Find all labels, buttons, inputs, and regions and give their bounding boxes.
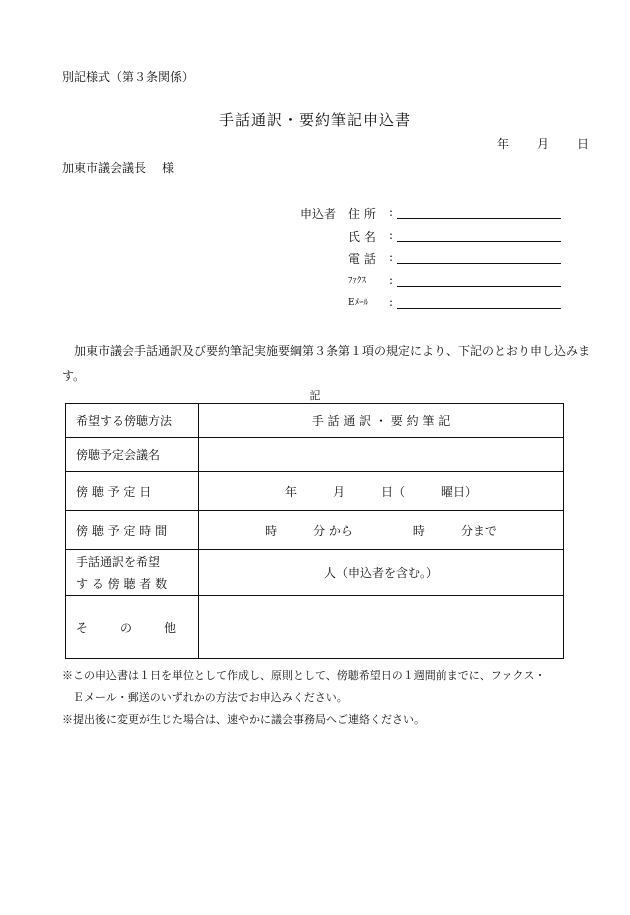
colon: : [389,273,394,287]
date-label: 傍 聴 予 定 日 [66,472,199,511]
meeting-name-value[interactable] [199,438,564,472]
document-title: 手話通訳・要約筆記申込書 [218,111,411,129]
time-value[interactable]: 時 分 から 時 分まで [199,511,564,550]
attendee-count-label-line2: す る 傍 聴 者 数 [76,576,168,591]
ki-heading: 記 [309,389,321,402]
colon: : [389,205,394,219]
table-row [66,472,564,511]
fax-input-line[interactable] [397,286,561,287]
attendee-count-value[interactable]: 人（申込者を含む。） [199,550,564,596]
note-changes: ※提出後に変更が生じた場合は、速やかに議会事務局へご連絡ください。 [62,713,425,726]
fax-label: ﾌｧｸｽ [348,276,367,286]
table-row [66,438,564,472]
table-row [66,404,564,438]
colon: : [389,295,394,309]
colon: : [389,250,394,264]
method-value[interactable]: 手 話 通 訳 ・ 要 約 筆 記 [199,404,564,438]
address-label: 住 所 [348,207,376,221]
name-input-line[interactable] [397,241,561,242]
attendee-count-label-line1: 手話通訳を希望 [76,554,161,569]
other-label-char: の [119,620,132,635]
year-label: 年 [497,137,510,151]
method-label: 希望する傍聴方法 [66,404,199,438]
applicant-label: 申込者 [300,207,337,221]
form-number-label: 別記様式（第３条関係） [62,70,195,84]
date-value[interactable]: 年 月 日（ 曜日） [199,472,564,511]
other-label [66,596,199,659]
other-label-char: 他 [163,620,176,635]
name-label: 氏 名 [348,230,376,244]
phone-input-line[interactable] [397,263,561,264]
note-submission: ※この申込書は１日を単位として作成し、原則として、傍聴希望日の１週間前までに、ファクス・ [62,669,546,682]
month-label: 月 [537,137,550,151]
honorific: 様 [162,161,175,175]
other-value[interactable] [199,596,564,659]
phone-label: 電 話 [348,252,376,266]
attendee-count-label [66,550,199,596]
application-details-table [65,403,564,659]
email-label: Eﾒｰﾙ [348,298,369,308]
email-input-line[interactable] [397,308,561,309]
note-submission-cont: Ｅメール・郵送のいずれかの方法でお申込みください。 [62,691,348,704]
addressee [62,159,174,176]
application-statement: 加東市議会手話通訳及び要約筆記実施要綱第３条第１項の規定により、下記のとおり申し込みます。 [62,344,591,383]
colon: : [389,228,394,242]
time-label: 傍 聴 予 定 時 間 [66,511,199,550]
table-row [66,550,564,596]
table-row [66,596,564,659]
meeting-name-label: 傍聴予定会議名 [66,438,199,472]
addressee-name: 加東市議会議長 [62,161,147,175]
address-input-line[interactable] [397,218,561,219]
day-label: 日 [577,137,590,151]
other-label-char: そ [76,620,89,635]
table-row [66,511,564,550]
